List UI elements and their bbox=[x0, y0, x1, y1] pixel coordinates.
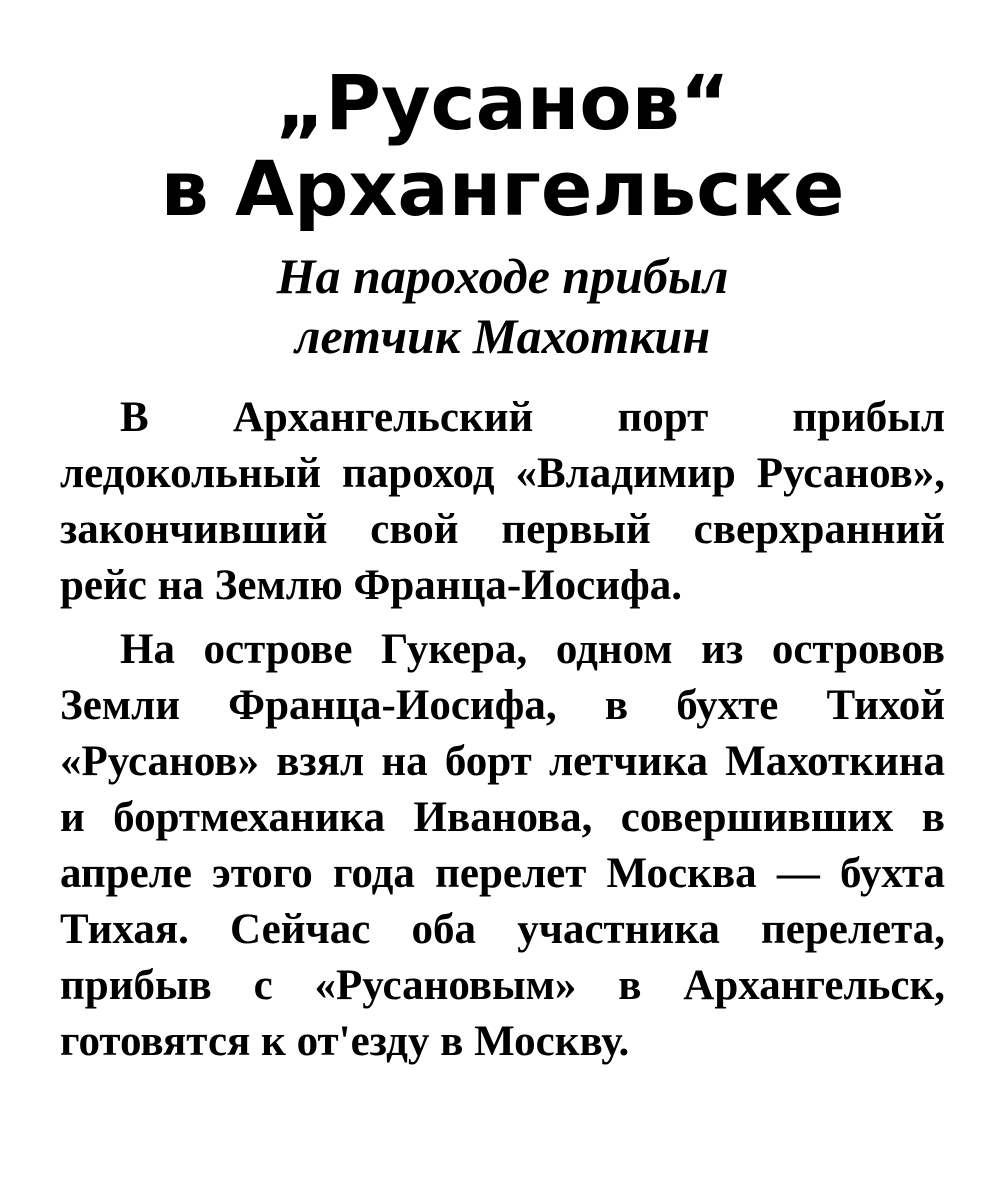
article-paragraph-1: В Архангельский порт прибыл ледокольный пароход «Владимир Русанов», закончивший свой первый сверхранний рейс на Землю Франца-Иосифа. bbox=[60, 394, 945, 609]
article-subheadline bbox=[60, 246, 945, 366]
article-paragraph-2: На острове Гукера, одном из островов Земли Франца-Иосифа, в бухте Тихой «Русанов» взял на борт летчика Махоткина и бортмеханика Иванова, совершивших в апреле этого года перелет Москва — бухта Тихая. Сейчас оба участника перелета, прибыв с «Русановым» в Архангельск, готовятся к от'езду в Москву. bbox=[60, 626, 945, 1065]
subheadline-line-2: летчик Махоткин bbox=[294, 308, 711, 364]
article-headline bbox=[60, 60, 945, 232]
headline-line-2: в Архангельске bbox=[160, 144, 845, 233]
article-body bbox=[60, 390, 945, 1070]
headline-line-1: „Русанов“ bbox=[275, 58, 730, 147]
subheadline-line-1: На пароходе прибыл bbox=[276, 248, 729, 304]
